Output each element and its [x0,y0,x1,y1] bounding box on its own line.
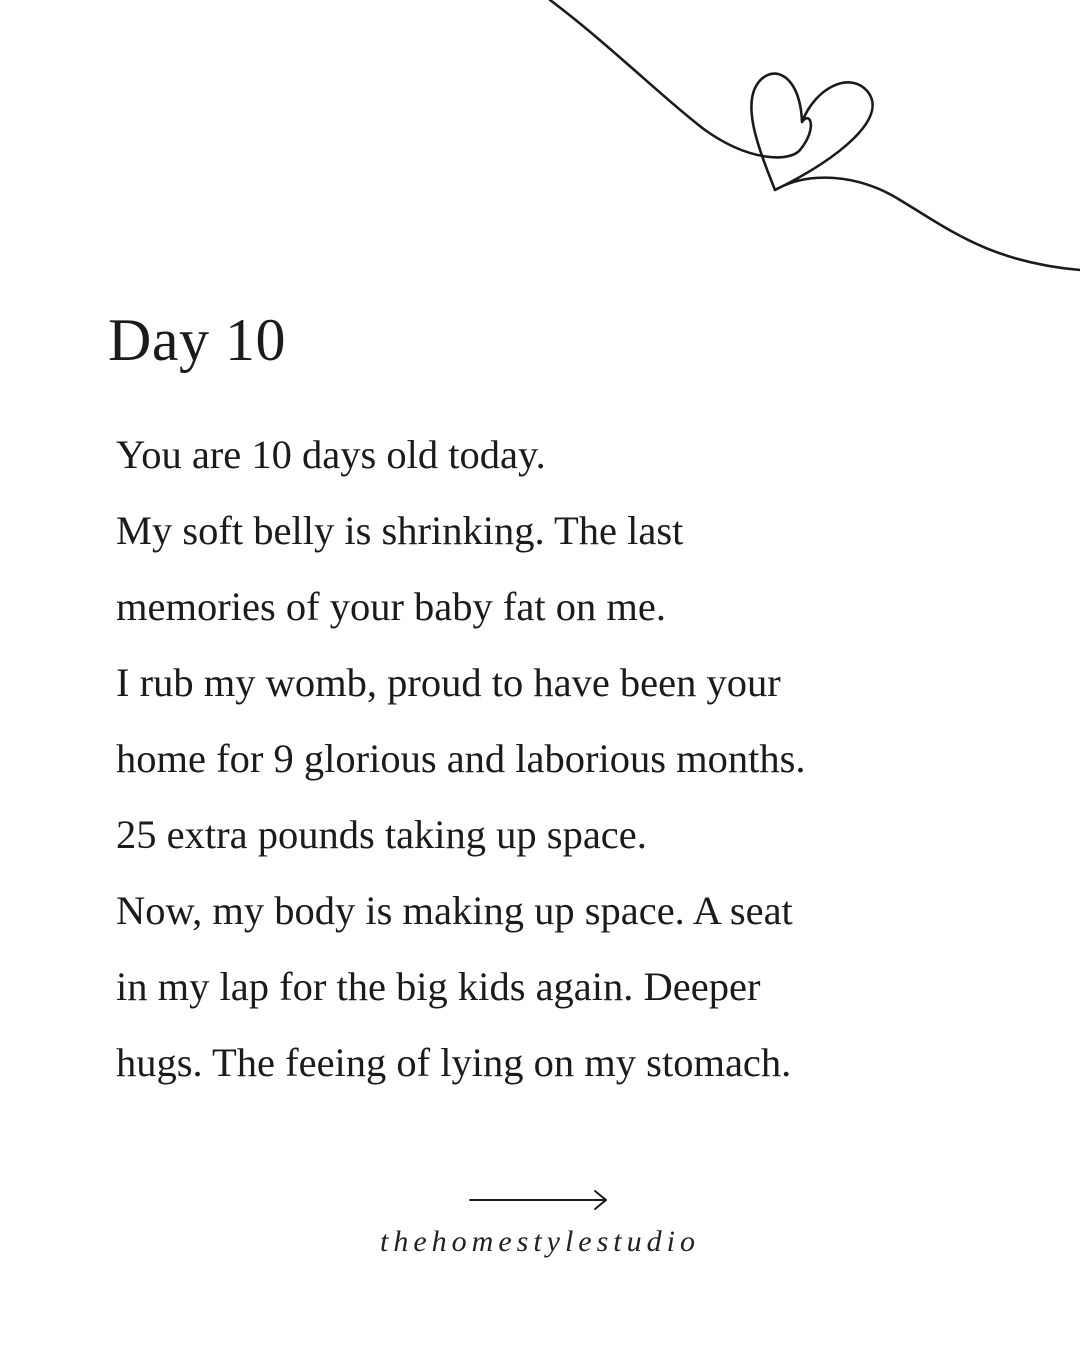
poem-line: You are 10 days old today. [116,432,546,477]
right-arrow-icon[interactable] [468,1187,610,1213]
heart-line-icon [0,0,1080,300]
poem-line: Now, my body is making up space. A seat [116,888,793,933]
poem-line: My soft belly is shrinking. The last [116,508,684,553]
brand-handle: thehomestylestudio [380,1225,700,1258]
poem-line: I rub my womb, proud to have been your [116,660,781,705]
poem-line: home for 9 glorious and laborious months. [116,736,806,781]
poem-text [116,425,1016,1109]
poem-line: memories of your baby fat on me. [116,584,666,629]
page-title: Day 10 [108,307,286,373]
poem-line: in my lap for the big kids again. Deeper [116,964,761,1009]
poem-line: hugs. The feeing of lying on my stomach. [116,1040,792,1085]
poem-line: 25 extra pounds taking up space. [116,812,647,857]
